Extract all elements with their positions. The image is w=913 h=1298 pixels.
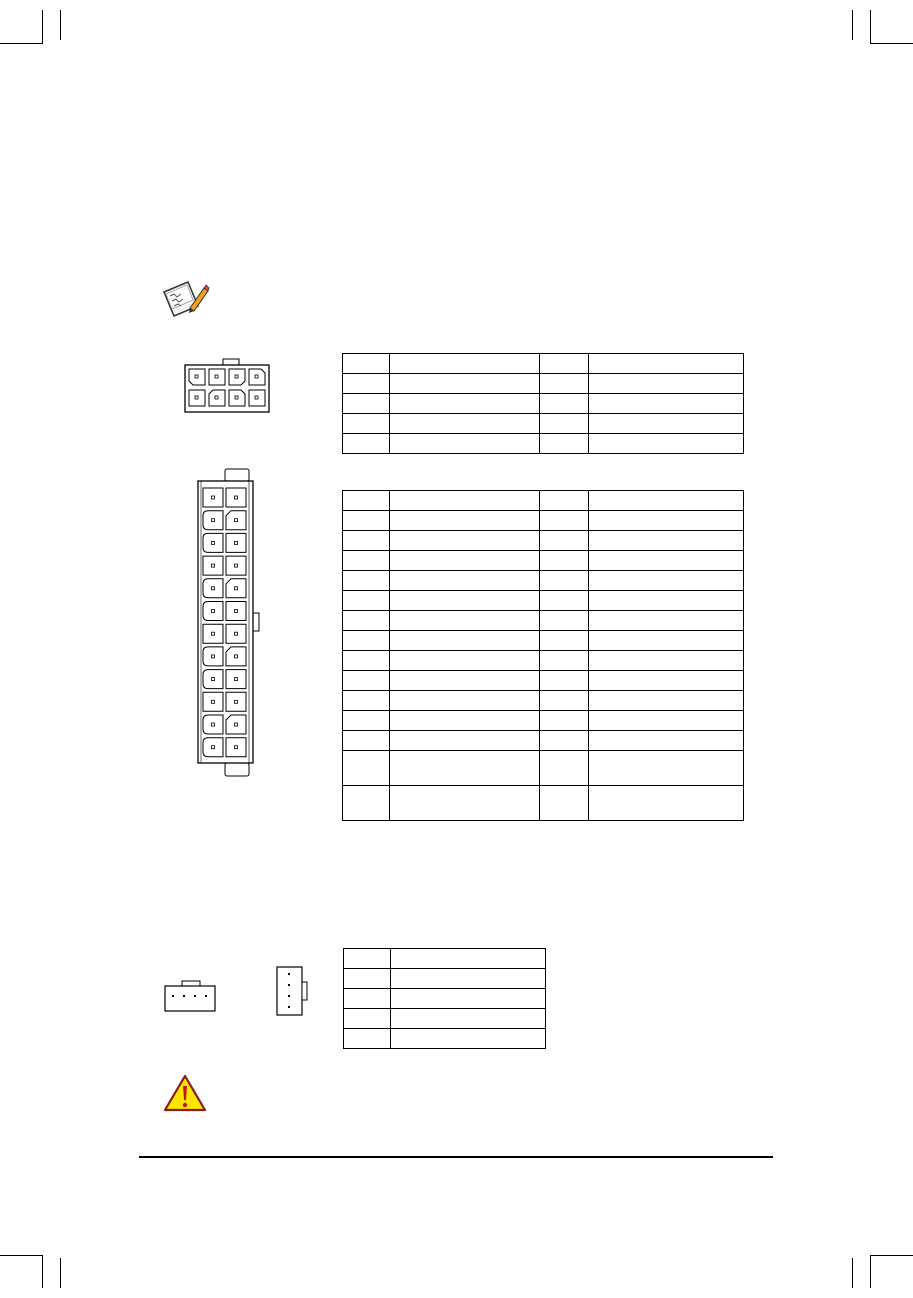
table-cell bbox=[540, 571, 588, 591]
table-cell bbox=[588, 511, 743, 531]
table-cell bbox=[343, 751, 390, 786]
table-cell bbox=[588, 711, 743, 731]
table-cell bbox=[390, 691, 540, 711]
table-cell bbox=[344, 949, 391, 969]
table-cell bbox=[343, 591, 390, 611]
table-row bbox=[343, 631, 744, 651]
table-row bbox=[344, 969, 546, 989]
table-cell bbox=[588, 671, 743, 691]
table-row bbox=[344, 1009, 546, 1029]
table-cell bbox=[588, 434, 743, 454]
table-cell bbox=[390, 969, 545, 989]
table-row bbox=[343, 491, 744, 511]
table-cell bbox=[390, 591, 540, 611]
table-cell bbox=[588, 731, 743, 751]
table-row bbox=[344, 949, 546, 969]
table-cell bbox=[390, 949, 545, 969]
table-cell bbox=[390, 751, 540, 786]
table-cell bbox=[344, 969, 391, 989]
table-cell bbox=[390, 394, 540, 414]
table-row bbox=[343, 354, 744, 374]
table-cell bbox=[343, 711, 390, 731]
table-cell bbox=[390, 989, 545, 1009]
table-cell bbox=[540, 731, 588, 751]
table-row bbox=[343, 786, 744, 821]
table-cell bbox=[540, 611, 588, 631]
table-row bbox=[343, 414, 744, 434]
table-cell bbox=[540, 786, 588, 821]
table-cell bbox=[344, 1029, 391, 1049]
atx-24pin-connector-icon bbox=[196, 468, 260, 778]
table-cell bbox=[343, 551, 390, 571]
table-row bbox=[343, 571, 744, 591]
table-cell bbox=[540, 354, 588, 374]
table-row bbox=[343, 394, 744, 414]
table-cell bbox=[540, 511, 588, 531]
table-cell bbox=[344, 1009, 391, 1029]
table-cell bbox=[390, 1029, 545, 1049]
table-cell bbox=[390, 511, 540, 531]
table-cell bbox=[343, 374, 390, 394]
table-cell bbox=[390, 531, 540, 551]
table-row bbox=[343, 511, 744, 531]
table-cell bbox=[390, 551, 540, 571]
table-cell bbox=[540, 671, 588, 691]
note-pencil-icon bbox=[160, 278, 210, 320]
table-cell bbox=[343, 571, 390, 591]
table-row bbox=[344, 989, 546, 1009]
table-cell bbox=[343, 531, 390, 551]
table-row bbox=[343, 611, 744, 631]
table-cell bbox=[390, 434, 540, 454]
footer-rule bbox=[139, 1156, 773, 1158]
table-cell bbox=[390, 671, 540, 691]
table-cell bbox=[343, 651, 390, 671]
fan-header-vertical-icon bbox=[276, 966, 308, 1016]
table-cell bbox=[588, 491, 743, 511]
table-cell bbox=[343, 671, 390, 691]
table-cell bbox=[343, 731, 390, 751]
atx-24pin-table bbox=[342, 490, 744, 821]
table-cell bbox=[390, 711, 540, 731]
table-row bbox=[343, 671, 744, 691]
table-row bbox=[343, 374, 744, 394]
table-cell bbox=[588, 394, 743, 414]
table-cell bbox=[540, 651, 588, 671]
table-cell bbox=[343, 611, 390, 631]
table-row bbox=[343, 651, 744, 671]
table-cell bbox=[390, 1009, 545, 1029]
table-cell bbox=[588, 631, 743, 651]
table-cell bbox=[344, 989, 391, 1009]
table-cell bbox=[390, 491, 540, 511]
table-cell bbox=[343, 394, 390, 414]
table-cell bbox=[343, 491, 390, 511]
table-cell bbox=[390, 414, 540, 434]
table-cell bbox=[343, 786, 390, 821]
table-cell bbox=[588, 786, 743, 821]
table-cell bbox=[588, 414, 743, 434]
table-cell bbox=[588, 551, 743, 571]
table-cell bbox=[540, 491, 588, 511]
table-cell bbox=[540, 394, 588, 414]
warning-triangle-icon bbox=[163, 1074, 207, 1112]
table-cell bbox=[343, 691, 390, 711]
table-cell bbox=[390, 354, 540, 374]
table-cell bbox=[390, 374, 540, 394]
table-cell bbox=[588, 591, 743, 611]
table-cell bbox=[588, 531, 743, 551]
table-cell bbox=[588, 354, 743, 374]
table-cell bbox=[588, 571, 743, 591]
table-cell bbox=[588, 691, 743, 711]
table-cell bbox=[343, 434, 390, 454]
table-row bbox=[343, 751, 744, 786]
fan-header-horizontal-icon bbox=[164, 980, 216, 1012]
table-cell bbox=[390, 571, 540, 591]
table-cell bbox=[540, 591, 588, 611]
table-cell bbox=[540, 691, 588, 711]
table-cell bbox=[390, 786, 540, 821]
atx-12v-8pin-table bbox=[342, 353, 744, 454]
table-row bbox=[343, 591, 744, 611]
table-row bbox=[343, 434, 744, 454]
table-cell bbox=[390, 611, 540, 631]
table-cell bbox=[588, 374, 743, 394]
table-row bbox=[343, 531, 744, 551]
table-cell bbox=[343, 354, 390, 374]
table-cell bbox=[588, 611, 743, 631]
table-cell bbox=[540, 631, 588, 651]
table-row bbox=[343, 551, 744, 571]
table-row bbox=[343, 731, 744, 751]
table-cell bbox=[540, 711, 588, 731]
table-row bbox=[343, 691, 744, 711]
table-cell bbox=[540, 551, 588, 571]
table-cell bbox=[343, 631, 390, 651]
table-cell bbox=[390, 651, 540, 671]
table-cell bbox=[540, 531, 588, 551]
table-cell bbox=[343, 414, 390, 434]
table-cell bbox=[540, 414, 588, 434]
table-cell bbox=[540, 374, 588, 394]
table-cell bbox=[588, 651, 743, 671]
table-cell bbox=[540, 434, 588, 454]
table-cell bbox=[540, 751, 588, 786]
fan-header-table bbox=[343, 948, 546, 1049]
table-cell bbox=[588, 751, 743, 786]
atx-12v-8pin-connector-icon bbox=[183, 358, 271, 414]
table-cell bbox=[390, 731, 540, 751]
table-cell bbox=[343, 511, 390, 531]
table-cell bbox=[390, 631, 540, 651]
table-row bbox=[344, 1029, 546, 1049]
table-row bbox=[343, 711, 744, 731]
